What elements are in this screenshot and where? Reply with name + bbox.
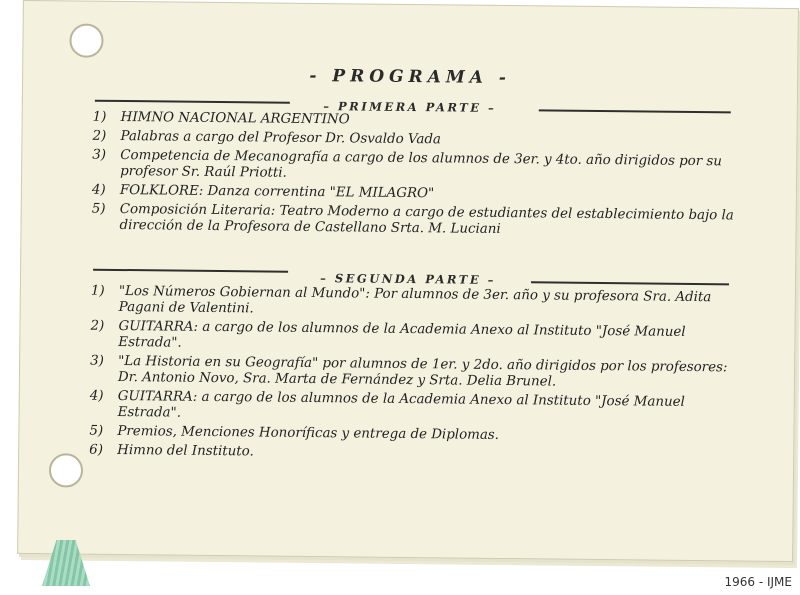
part2-list (89, 284, 741, 469)
item-text: "Los Números Gobiernan al Mundo": Por alumnos de 3er. año y su profesora Sra. Adita Pagani de Valentini. (118, 283, 712, 317)
program-item (91, 202, 741, 241)
item-number: 6) (89, 442, 104, 458)
punch-hole-top (69, 23, 103, 57)
item-text: GUITARRA: a cargo de los alumnos de la Academia Anexo al Instituto "José Manuel Estrada". (118, 318, 686, 351)
photo-caption: 1966 - IJME (724, 575, 792, 589)
item-text: Composición Literaria: Teatro Moderno a cargo de estudiantes del establecimiento bajo la dirección de la Profesora de Castellano Srta. M. Luciani (119, 201, 734, 237)
program-card (17, 0, 799, 562)
item-number: 1) (90, 283, 105, 299)
item-text: FOLKLORE: Danza correntina "EL MILAGRO" (119, 182, 435, 202)
item-number: 1) (92, 109, 107, 125)
item-number: 2) (92, 128, 107, 144)
program-title: - PROGRAMA - (309, 65, 511, 89)
item-text: Competencia de Mecanografía a cargo de los alumnos de 3er. y 4to. año dirigidos por su profesor Sr. Raúl Priotti. (120, 147, 723, 181)
program-item (90, 354, 740, 393)
item-text: HIMNO NACIONAL ARGENTINO (120, 109, 350, 128)
item-text: Premios, Menciones Honoríficas y entrega de Diplomas. (117, 423, 500, 443)
program-item (90, 319, 740, 358)
punch-hole-bottom (49, 453, 83, 487)
program-item (91, 284, 741, 323)
program-item (92, 148, 742, 187)
part2-heading: – SEGUNDA PARTE – (320, 271, 496, 287)
item-number: 3) (90, 353, 104, 369)
item-text: "La Historia en su Geografía" por alumnos de 1er. y 2do. año dirigidos por los profesores: Dr. Antonio Novo, Sra. Marta de Fernández y Srta. Delia Brunel. (117, 353, 728, 390)
program-item (90, 389, 740, 428)
item-text: GUITARRA: a cargo de los alumnos de la Academia Anexo al Instituto "José Manuel Estrada". (117, 388, 685, 421)
part1-list (91, 110, 742, 244)
item-number: 2) (90, 318, 105, 334)
item-number: 5) (89, 423, 104, 439)
program-item (89, 443, 739, 466)
part1-heading: – PRIMERA PARTE – (323, 99, 497, 115)
item-number: 3) (92, 147, 107, 163)
item-number: 5) (91, 201, 106, 217)
item-text: Palabras a cargo del Profesor Dr. Osvaldo Vada (120, 128, 442, 148)
item-number: 4) (89, 388, 104, 404)
item-number: 4) (91, 182, 106, 198)
item-text: Himno del Instituto. (117, 442, 254, 460)
